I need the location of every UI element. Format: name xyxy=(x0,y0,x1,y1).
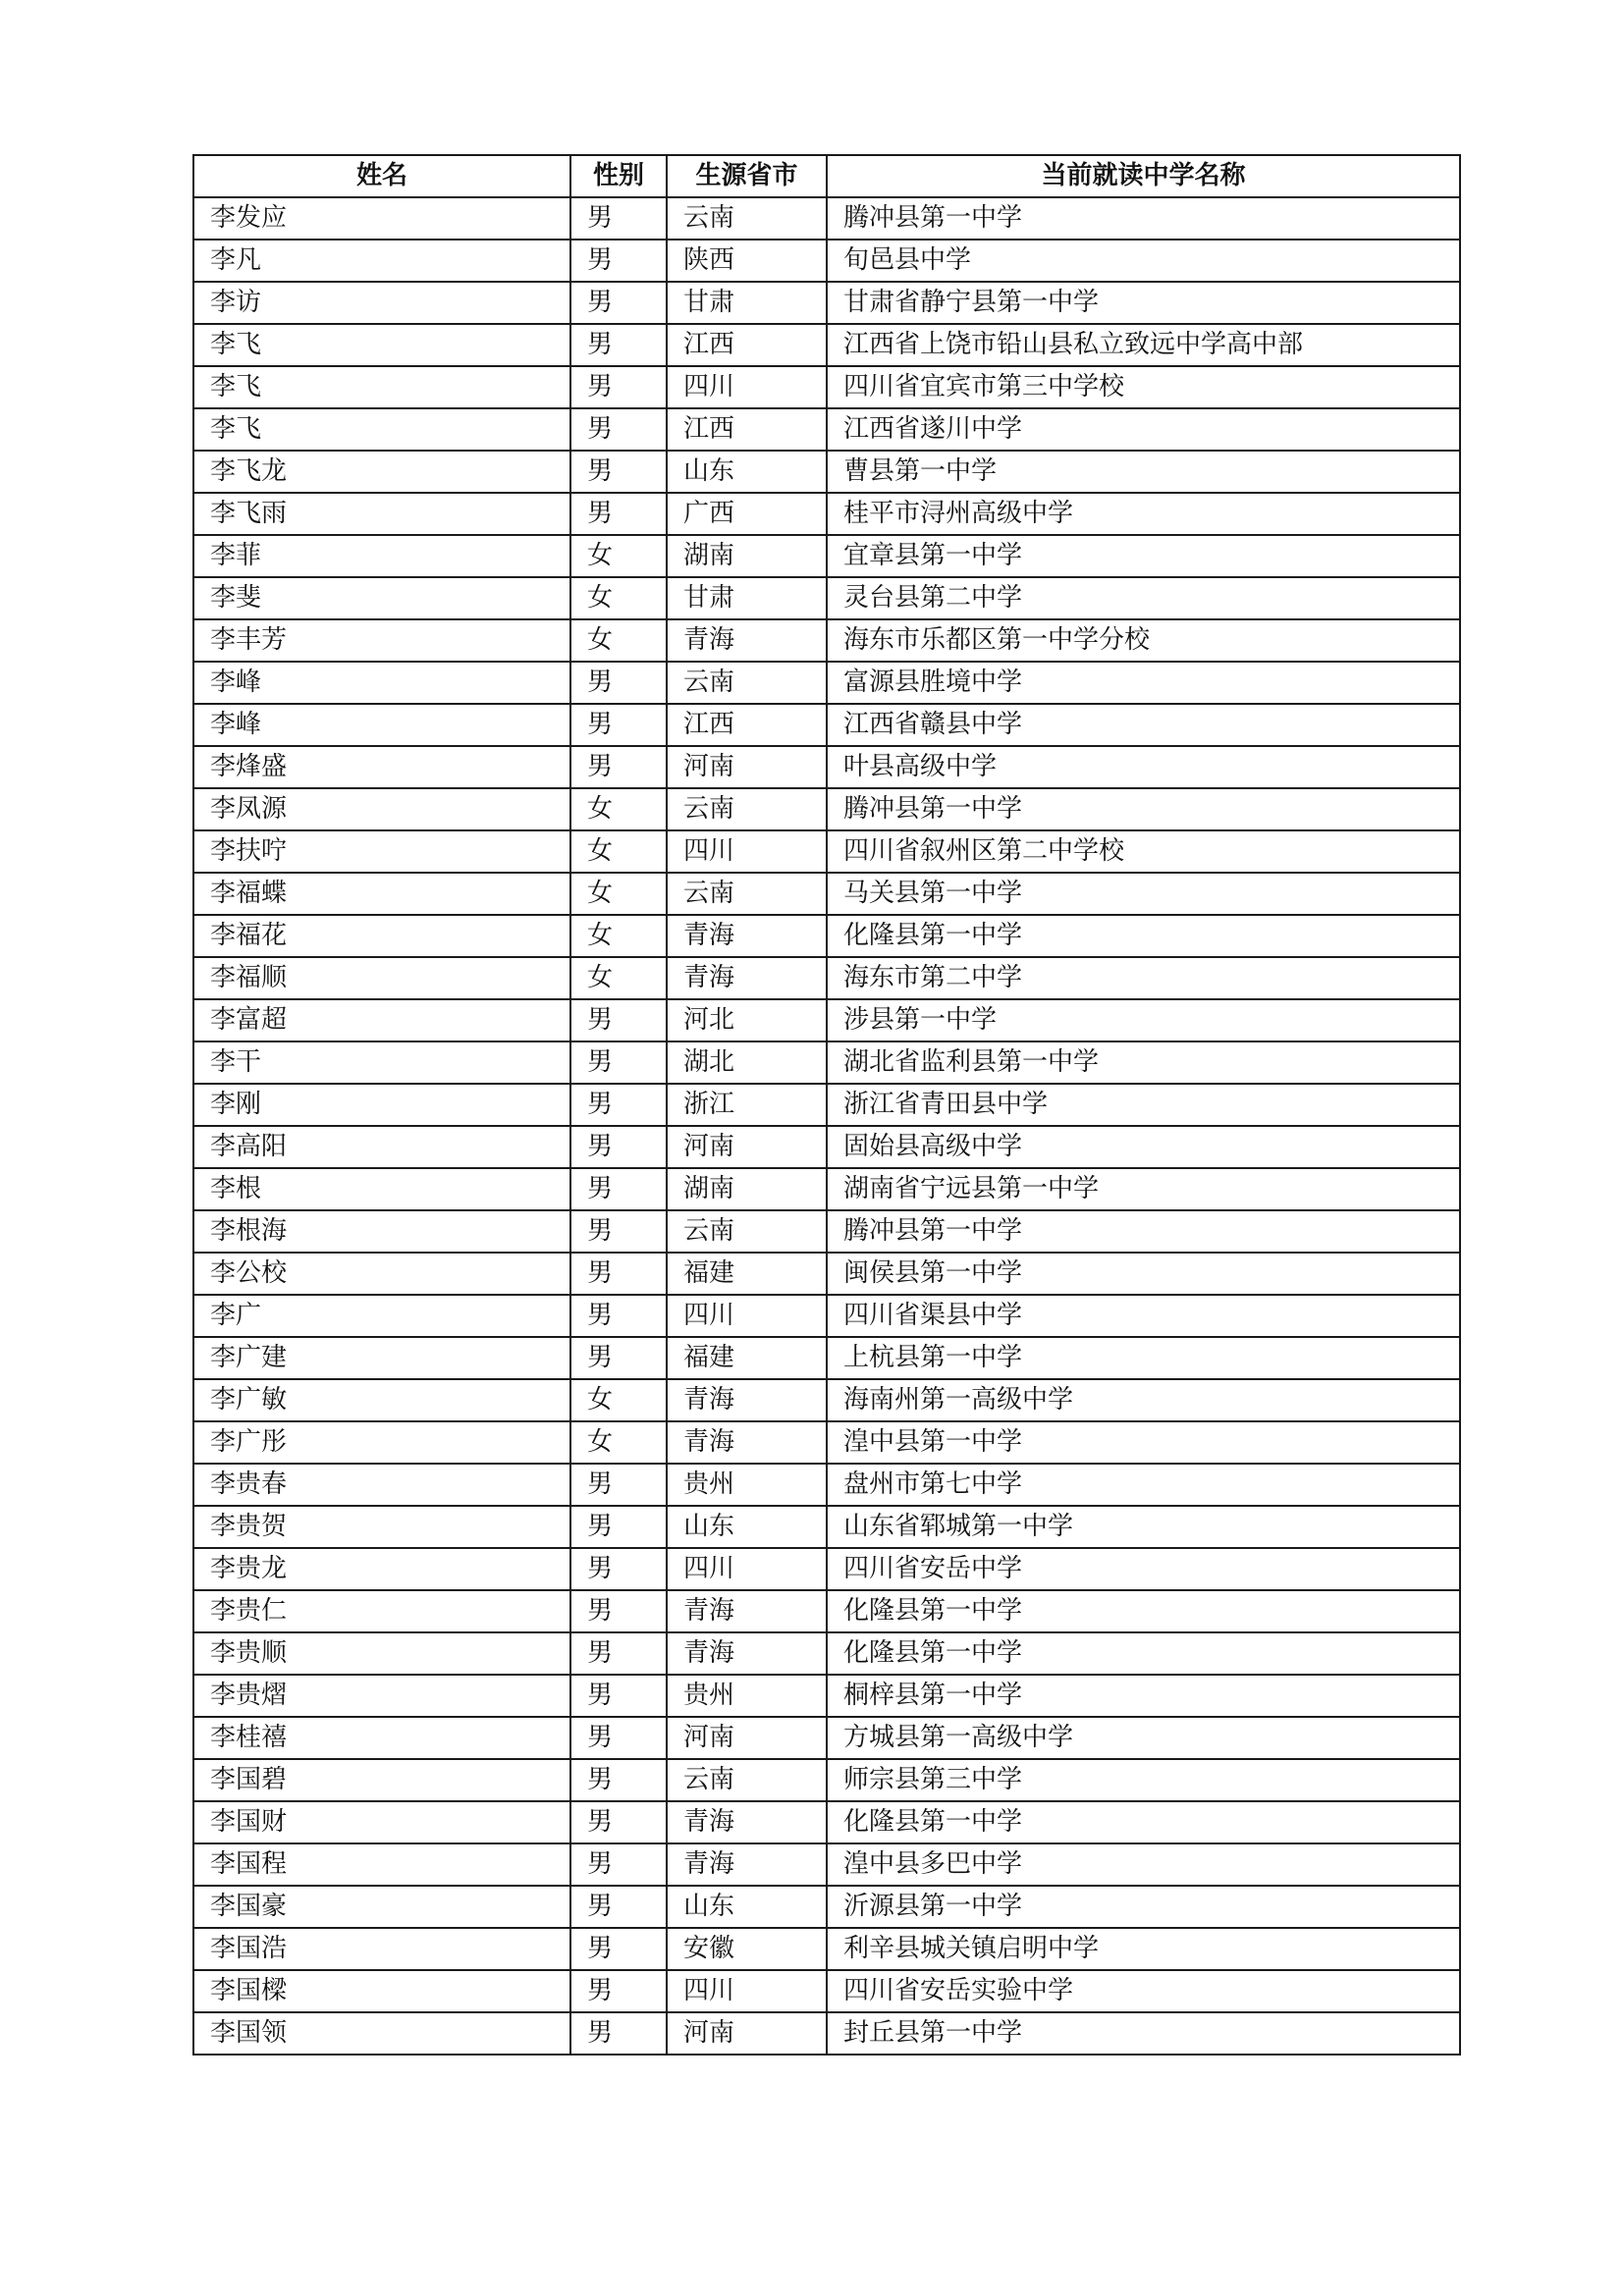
cell-province: 云南 xyxy=(667,1759,827,1801)
header-row xyxy=(193,155,1460,197)
cell-school: 利辛县城关镇启明中学 xyxy=(827,1928,1460,1970)
cell-gender: 男 xyxy=(570,1548,667,1590)
table-row xyxy=(193,197,1460,240)
table-row xyxy=(193,535,1460,577)
cell-gender: 女 xyxy=(570,873,667,915)
table-row xyxy=(193,577,1460,619)
cell-school: 马关县第一中学 xyxy=(827,873,1460,915)
cell-province: 青海 xyxy=(667,1632,827,1675)
cell-name: 李贵顺 xyxy=(193,1632,570,1675)
cell-school: 闽侯县第一中学 xyxy=(827,1253,1460,1295)
table-row xyxy=(193,366,1460,408)
table-row xyxy=(193,1379,1460,1421)
cell-province: 贵州 xyxy=(667,1675,827,1717)
table-row xyxy=(193,746,1460,788)
cell-school: 上杭县第一中学 xyxy=(827,1337,1460,1379)
cell-name: 李广建 xyxy=(193,1337,570,1379)
cell-name: 李高阳 xyxy=(193,1126,570,1168)
table-row xyxy=(193,704,1460,746)
cell-gender: 男 xyxy=(570,1126,667,1168)
cell-gender: 男 xyxy=(570,662,667,704)
cell-school: 浙江省青田县中学 xyxy=(827,1084,1460,1126)
cell-province: 江西 xyxy=(667,408,827,451)
cell-school: 化隆县第一中学 xyxy=(827,1632,1460,1675)
table-row xyxy=(193,1041,1460,1084)
cell-school: 四川省渠县中学 xyxy=(827,1295,1460,1337)
cell-school: 灵台县第二中学 xyxy=(827,577,1460,619)
cell-province: 山东 xyxy=(667,451,827,493)
cell-school: 山东省郓城第一中学 xyxy=(827,1506,1460,1548)
cell-gender: 女 xyxy=(570,535,667,577)
cell-gender: 男 xyxy=(570,1843,667,1886)
cell-name: 李福蝶 xyxy=(193,873,570,915)
cell-name: 李发应 xyxy=(193,197,570,240)
cell-province: 山东 xyxy=(667,1506,827,1548)
cell-gender: 女 xyxy=(570,1421,667,1464)
cell-name: 李烽盛 xyxy=(193,746,570,788)
cell-school: 涉县第一中学 xyxy=(827,999,1460,1041)
cell-province: 青海 xyxy=(667,1590,827,1632)
cell-school: 师宗县第三中学 xyxy=(827,1759,1460,1801)
cell-gender: 男 xyxy=(570,999,667,1041)
cell-name: 李贵贺 xyxy=(193,1506,570,1548)
cell-school: 沂源县第一中学 xyxy=(827,1886,1460,1928)
cell-name: 李富超 xyxy=(193,999,570,1041)
table-row xyxy=(193,788,1460,830)
table-row xyxy=(193,2012,1460,2055)
cell-name: 李贵龙 xyxy=(193,1548,570,1590)
cell-gender: 女 xyxy=(570,788,667,830)
cell-gender: 男 xyxy=(570,1632,667,1675)
cell-province: 四川 xyxy=(667,366,827,408)
cell-name: 李国樑 xyxy=(193,1970,570,2012)
cell-province: 青海 xyxy=(667,1843,827,1886)
cell-school: 四川省宜宾市第三中学校 xyxy=(827,366,1460,408)
cell-school: 方城县第一高级中学 xyxy=(827,1717,1460,1759)
cell-school: 腾冲县第一中学 xyxy=(827,197,1460,240)
table-row xyxy=(193,1548,1460,1590)
cell-province: 青海 xyxy=(667,1379,827,1421)
table-row xyxy=(193,1632,1460,1675)
header-gender: 性别 xyxy=(570,155,667,197)
cell-gender: 男 xyxy=(570,324,667,366)
cell-school: 湖南省宁远县第一中学 xyxy=(827,1168,1460,1210)
cell-province: 云南 xyxy=(667,197,827,240)
cell-province: 山东 xyxy=(667,1886,827,1928)
table-row xyxy=(193,408,1460,451)
cell-school: 海东市第二中学 xyxy=(827,957,1460,999)
cell-province: 河北 xyxy=(667,999,827,1041)
table-row xyxy=(193,1295,1460,1337)
table-row xyxy=(193,324,1460,366)
table-header xyxy=(193,155,1460,197)
header-name: 姓名 xyxy=(193,155,570,197)
cell-name: 李凡 xyxy=(193,240,570,282)
cell-school: 化隆县第一中学 xyxy=(827,1590,1460,1632)
cell-name: 李峰 xyxy=(193,704,570,746)
cell-name: 李干 xyxy=(193,1041,570,1084)
cell-gender: 男 xyxy=(570,1928,667,1970)
table-row xyxy=(193,1590,1460,1632)
cell-name: 李福花 xyxy=(193,915,570,957)
table-row xyxy=(193,1084,1460,1126)
cell-province: 广西 xyxy=(667,493,827,535)
cell-school: 盘州市第七中学 xyxy=(827,1464,1460,1506)
cell-gender: 男 xyxy=(570,1801,667,1843)
table-row xyxy=(193,1759,1460,1801)
cell-gender: 男 xyxy=(570,1210,667,1253)
table-body xyxy=(193,197,1460,2055)
cell-name: 李根海 xyxy=(193,1210,570,1253)
cell-province: 湖南 xyxy=(667,1168,827,1210)
cell-province: 云南 xyxy=(667,873,827,915)
header-province: 生源省市 xyxy=(667,155,827,197)
cell-name: 李国碧 xyxy=(193,1759,570,1801)
student-table xyxy=(192,154,1461,2056)
cell-name: 李飞龙 xyxy=(193,451,570,493)
cell-school: 海东市乐都区第一中学分校 xyxy=(827,619,1460,662)
cell-name: 李斐 xyxy=(193,577,570,619)
cell-gender: 男 xyxy=(570,408,667,451)
cell-gender: 男 xyxy=(570,704,667,746)
cell-name: 李凤源 xyxy=(193,788,570,830)
cell-gender: 女 xyxy=(570,1379,667,1421)
table-row xyxy=(193,1801,1460,1843)
cell-name: 李访 xyxy=(193,282,570,324)
table-row xyxy=(193,1717,1460,1759)
table-row xyxy=(193,957,1460,999)
cell-province: 青海 xyxy=(667,915,827,957)
cell-school: 腾冲县第一中学 xyxy=(827,788,1460,830)
cell-gender: 男 xyxy=(570,1970,667,2012)
cell-name: 李广 xyxy=(193,1295,570,1337)
cell-gender: 男 xyxy=(570,451,667,493)
cell-gender: 女 xyxy=(570,915,667,957)
table-row xyxy=(193,282,1460,324)
cell-province: 河南 xyxy=(667,1126,827,1168)
table-row xyxy=(193,1506,1460,1548)
cell-gender: 男 xyxy=(570,493,667,535)
cell-gender: 男 xyxy=(570,1717,667,1759)
table-row xyxy=(193,1843,1460,1886)
table-row xyxy=(193,493,1460,535)
cell-gender: 男 xyxy=(570,1590,667,1632)
cell-province: 甘肃 xyxy=(667,282,827,324)
cell-school: 湖北省监利县第一中学 xyxy=(827,1041,1460,1084)
table-row xyxy=(193,1210,1460,1253)
cell-name: 李飞 xyxy=(193,366,570,408)
cell-school: 湟中县多巴中学 xyxy=(827,1843,1460,1886)
cell-province: 河南 xyxy=(667,1717,827,1759)
table-row xyxy=(193,1168,1460,1210)
cell-gender: 男 xyxy=(570,197,667,240)
cell-province: 四川 xyxy=(667,1970,827,2012)
cell-name: 李贵春 xyxy=(193,1464,570,1506)
cell-name: 李国豪 xyxy=(193,1886,570,1928)
cell-name: 李国领 xyxy=(193,2012,570,2055)
cell-name: 李峰 xyxy=(193,662,570,704)
cell-province: 青海 xyxy=(667,1421,827,1464)
cell-province: 河南 xyxy=(667,2012,827,2055)
table-row xyxy=(193,1337,1460,1379)
cell-name: 李广敏 xyxy=(193,1379,570,1421)
cell-province: 湖南 xyxy=(667,535,827,577)
cell-name: 李贵熠 xyxy=(193,1675,570,1717)
cell-gender: 男 xyxy=(570,366,667,408)
cell-school: 江西省上饶市铅山县私立致远中学高中部 xyxy=(827,324,1460,366)
cell-school: 四川省叙州区第二中学校 xyxy=(827,830,1460,873)
cell-gender: 女 xyxy=(570,577,667,619)
table-row xyxy=(193,915,1460,957)
cell-gender: 男 xyxy=(570,2012,667,2055)
table-row xyxy=(193,1464,1460,1506)
cell-school: 化隆县第一中学 xyxy=(827,915,1460,957)
cell-name: 李桂禧 xyxy=(193,1717,570,1759)
cell-name: 李国程 xyxy=(193,1843,570,1886)
cell-gender: 男 xyxy=(570,1464,667,1506)
table-row xyxy=(193,619,1460,662)
cell-gender: 男 xyxy=(570,1041,667,1084)
cell-name: 李刚 xyxy=(193,1084,570,1126)
cell-school: 封丘县第一中学 xyxy=(827,2012,1460,2055)
cell-gender: 女 xyxy=(570,619,667,662)
cell-school: 固始县高级中学 xyxy=(827,1126,1460,1168)
cell-school: 四川省安岳中学 xyxy=(827,1548,1460,1590)
cell-school: 桐梓县第一中学 xyxy=(827,1675,1460,1717)
cell-gender: 男 xyxy=(570,1253,667,1295)
cell-school: 甘肃省静宁县第一中学 xyxy=(827,282,1460,324)
cell-school: 江西省遂川中学 xyxy=(827,408,1460,451)
cell-name: 李飞雨 xyxy=(193,493,570,535)
table-row xyxy=(193,451,1460,493)
cell-gender: 男 xyxy=(570,1295,667,1337)
cell-gender: 男 xyxy=(570,1168,667,1210)
cell-province: 湖北 xyxy=(667,1041,827,1084)
table-row xyxy=(193,1253,1460,1295)
cell-gender: 女 xyxy=(570,957,667,999)
table-row xyxy=(193,1928,1460,1970)
cell-name: 李飞 xyxy=(193,408,570,451)
cell-province: 福建 xyxy=(667,1253,827,1295)
table-row xyxy=(193,1126,1460,1168)
cell-province: 云南 xyxy=(667,1210,827,1253)
cell-province: 青海 xyxy=(667,957,827,999)
cell-name: 李飞 xyxy=(193,324,570,366)
table-row xyxy=(193,873,1460,915)
table-row xyxy=(193,1970,1460,2012)
cell-name: 李根 xyxy=(193,1168,570,1210)
cell-province: 青海 xyxy=(667,1801,827,1843)
cell-province: 四川 xyxy=(667,1295,827,1337)
cell-school: 富源县胜境中学 xyxy=(827,662,1460,704)
cell-gender: 男 xyxy=(570,1084,667,1126)
cell-school: 曹县第一中学 xyxy=(827,451,1460,493)
cell-province: 河南 xyxy=(667,746,827,788)
cell-gender: 男 xyxy=(570,1506,667,1548)
cell-province: 甘肃 xyxy=(667,577,827,619)
cell-province: 云南 xyxy=(667,662,827,704)
cell-name: 李广彤 xyxy=(193,1421,570,1464)
cell-gender: 男 xyxy=(570,1675,667,1717)
table-row xyxy=(193,240,1460,282)
cell-province: 陕西 xyxy=(667,240,827,282)
table-row xyxy=(193,1886,1460,1928)
cell-province: 云南 xyxy=(667,788,827,830)
table-row xyxy=(193,662,1460,704)
table-row xyxy=(193,1421,1460,1464)
cell-name: 李国财 xyxy=(193,1801,570,1843)
cell-school: 旬邑县中学 xyxy=(827,240,1460,282)
cell-province: 贵州 xyxy=(667,1464,827,1506)
cell-province: 青海 xyxy=(667,619,827,662)
table-row xyxy=(193,1675,1460,1717)
cell-name: 李贵仁 xyxy=(193,1590,570,1632)
cell-name: 李福顺 xyxy=(193,957,570,999)
table-row xyxy=(193,830,1460,873)
cell-name: 李扶咛 xyxy=(193,830,570,873)
cell-gender: 男 xyxy=(570,1886,667,1928)
cell-gender: 男 xyxy=(570,746,667,788)
cell-school: 湟中县第一中学 xyxy=(827,1421,1460,1464)
cell-name: 李公校 xyxy=(193,1253,570,1295)
cell-province: 福建 xyxy=(667,1337,827,1379)
cell-school: 叶县高级中学 xyxy=(827,746,1460,788)
cell-school: 腾冲县第一中学 xyxy=(827,1210,1460,1253)
cell-gender: 男 xyxy=(570,1337,667,1379)
cell-province: 浙江 xyxy=(667,1084,827,1126)
cell-school: 桂平市浔州高级中学 xyxy=(827,493,1460,535)
cell-name: 李丰芳 xyxy=(193,619,570,662)
cell-gender: 男 xyxy=(570,282,667,324)
cell-name: 李菲 xyxy=(193,535,570,577)
cell-province: 四川 xyxy=(667,830,827,873)
cell-school: 宜章县第一中学 xyxy=(827,535,1460,577)
cell-school: 化隆县第一中学 xyxy=(827,1801,1460,1843)
cell-province: 安徽 xyxy=(667,1928,827,1970)
cell-school: 海南州第一高级中学 xyxy=(827,1379,1460,1421)
cell-province: 江西 xyxy=(667,704,827,746)
cell-gender: 男 xyxy=(570,1759,667,1801)
cell-province: 江西 xyxy=(667,324,827,366)
cell-gender: 男 xyxy=(570,240,667,282)
header-school: 当前就读中学名称 xyxy=(827,155,1460,197)
cell-name: 李国浩 xyxy=(193,1928,570,1970)
cell-school: 江西省赣县中学 xyxy=(827,704,1460,746)
cell-school: 四川省安岳实验中学 xyxy=(827,1970,1460,2012)
cell-province: 四川 xyxy=(667,1548,827,1590)
table-row xyxy=(193,999,1460,1041)
cell-gender: 女 xyxy=(570,830,667,873)
